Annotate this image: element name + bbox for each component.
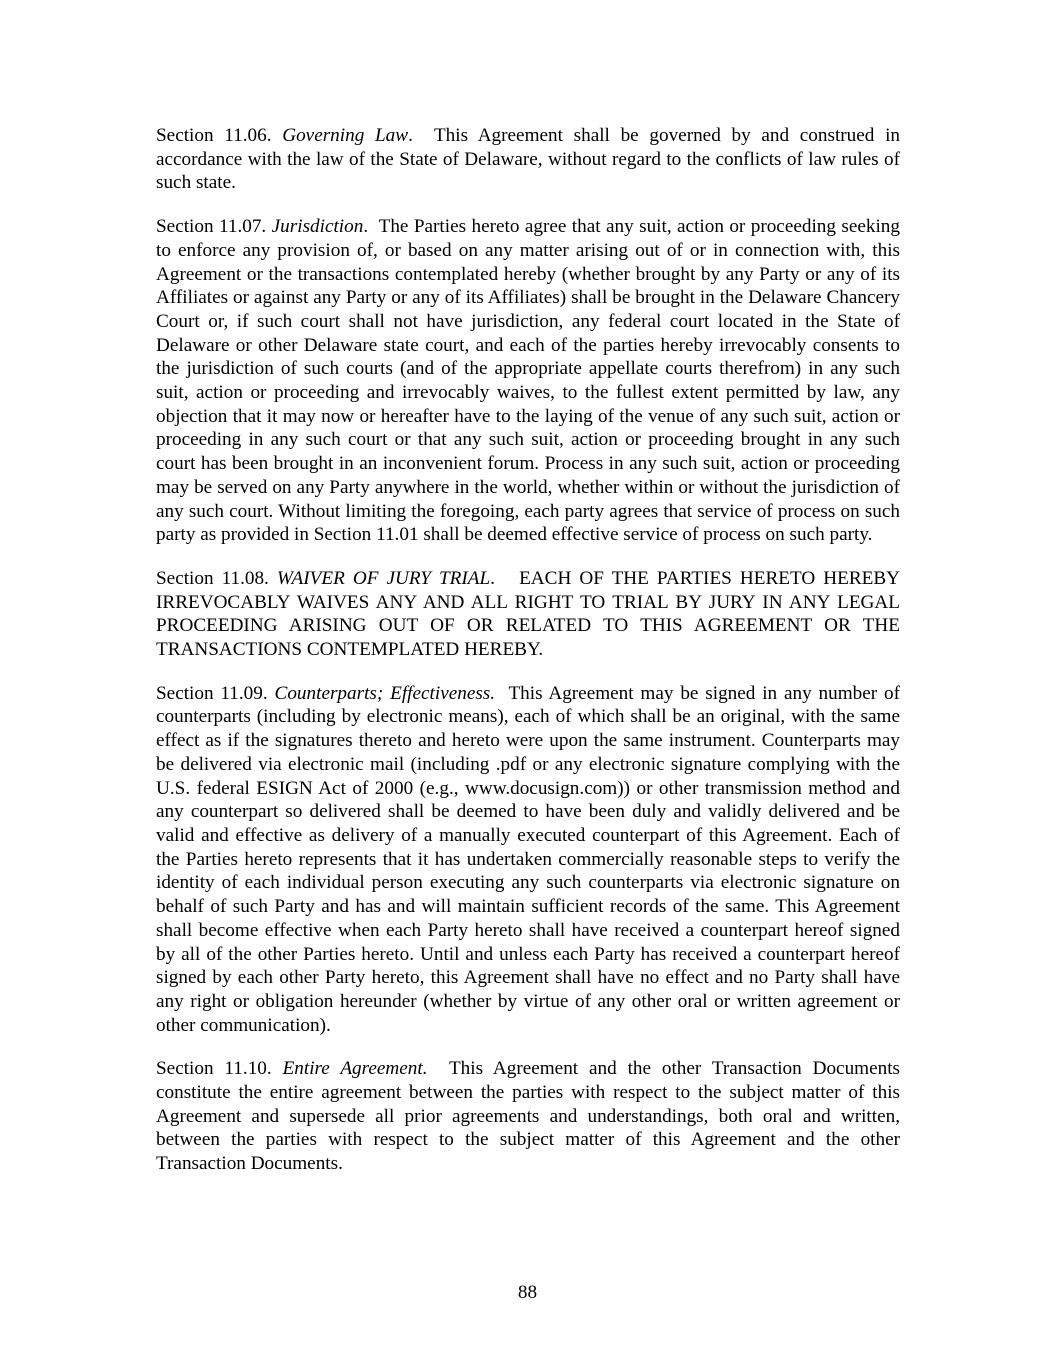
section-label: Section 11.10. — [156, 1058, 272, 1080]
page-number: 88 — [517, 1282, 538, 1303]
section-body: This Agreement shall be governed by and construed in accordance with the law of the State of Delaware, without regard to the conflicts of law rules of such state. — [156, 125, 901, 194]
section-title: WAIVER OF JURY TRIAL — [276, 567, 491, 589]
section-label: Section 11.06. — [156, 125, 272, 146]
section-title-punct: . — [408, 125, 413, 146]
section-11-07 — [156, 215, 900, 547]
section-title: Entire Agreement. — [282, 1058, 428, 1080]
section-11-08 — [156, 567, 900, 662]
section-label: Section 11.09. — [156, 682, 268, 704]
section-title-punct: . — [363, 216, 369, 238]
section-title: Counterparts; Effectiveness. — [274, 682, 496, 704]
section-title: Jurisdiction — [271, 216, 364, 238]
section-11-09 — [156, 682, 900, 1038]
section-11-06 — [156, 124, 900, 195]
section-title: Governing Law — [282, 125, 409, 146]
section-11-10 — [156, 1057, 900, 1176]
section-label: Section 11.07. — [156, 216, 267, 238]
section-body: EACH OF THE PARTIES HERETO HEREBY IRREVOCABLY WAIVES ANY AND ALL RIGHT TO TRIAL BY JURY IN ANY LEGAL PROCEEDING ARISING OUT OF OR RELATED TO THIS AGREEMENT OR THE TRANSACTIONS CONTEMPLATED HEREBY. — [156, 567, 901, 661]
section-body: The Parties hereto agree that any suit, action or proceeding seeking to enforce any provision of, or based on any matter arising out of or in connection with, this Agreement or the transactions contemplated hereby (whether brought by any Party or any of its Affiliates or against any Party or any of its Affiliates) shall be brought in the Delaware Chancery Court or, if such court shall not have jurisdiction, any federal court located in the State of Delaware or other Delaware state court, and each of the parties hereby irrevocably consents to the jurisdiction of such courts (and of the appropriate appellate courts therefrom) in any such suit, action or proceeding and irrevocably waives, to the fullest extent permitted by law, any objection that it may now or hereafter have to the laying of the venue of any such suit, action or proceeding in any such court or that any such suit, action or proceeding brought in any such court has been brought in an inconvenient forum. Process in any such suit, action or proceeding may be served on any Party anywhere in the world, whether within or without the jurisdiction of any such court. Without limiting the foregoing, each party agrees that service of process on such party as provided in Section 11.01 shall be deemed effective service of process on such party. — [156, 216, 900, 546]
section-body: This Agreement and the other Transaction Documents constitute the entire agreement between the parties with respect to the subject matter of this Agreement and supersede all prior agreements and understandings, both oral and written, between the parties with respect to the subject matter of this Agreement and the other Transaction Documents. — [156, 1058, 900, 1175]
section-body: This Agreement may be signed in any number of counterparts (including by electronic means), each of which shall be an original, with the same effect as if the signatures thereto and hereto were upon the same instrument. Counterparts may be delivered via electronic mail (including .pdf or any electronic signature complying with the U.S. federal ESIGN Act of 2000 (e.g., www.docusign.com)) or other transmission method and any counterpart so delivered shall be deemed to have been duly and validly delivered and be valid and effective as delivery of a manually executed counterpart of this Agreement. Each of the Parties hereto represents that it has undertaken commercially reasonable steps to verify the identity of each individual person executing any such counterparts via electronic signature on behalf of such Party and has and will maintain sufficient records of the same. This Agreement shall become effective when each Party hereto shall have received a counterpart hereof signed by all of the other Parties hereto. Until and unless each Party has received a counterpart hereof signed by each other Party hereto, this Agreement shall have no effect and no Party shall have any right or obligation hereunder (whether by virtue of any other oral or written agreement or other communication). — [156, 682, 901, 1036]
section-label: Section 11.08. — [156, 567, 269, 589]
section-title-punct: . — [490, 567, 495, 589]
page-content — [156, 124, 900, 1196]
